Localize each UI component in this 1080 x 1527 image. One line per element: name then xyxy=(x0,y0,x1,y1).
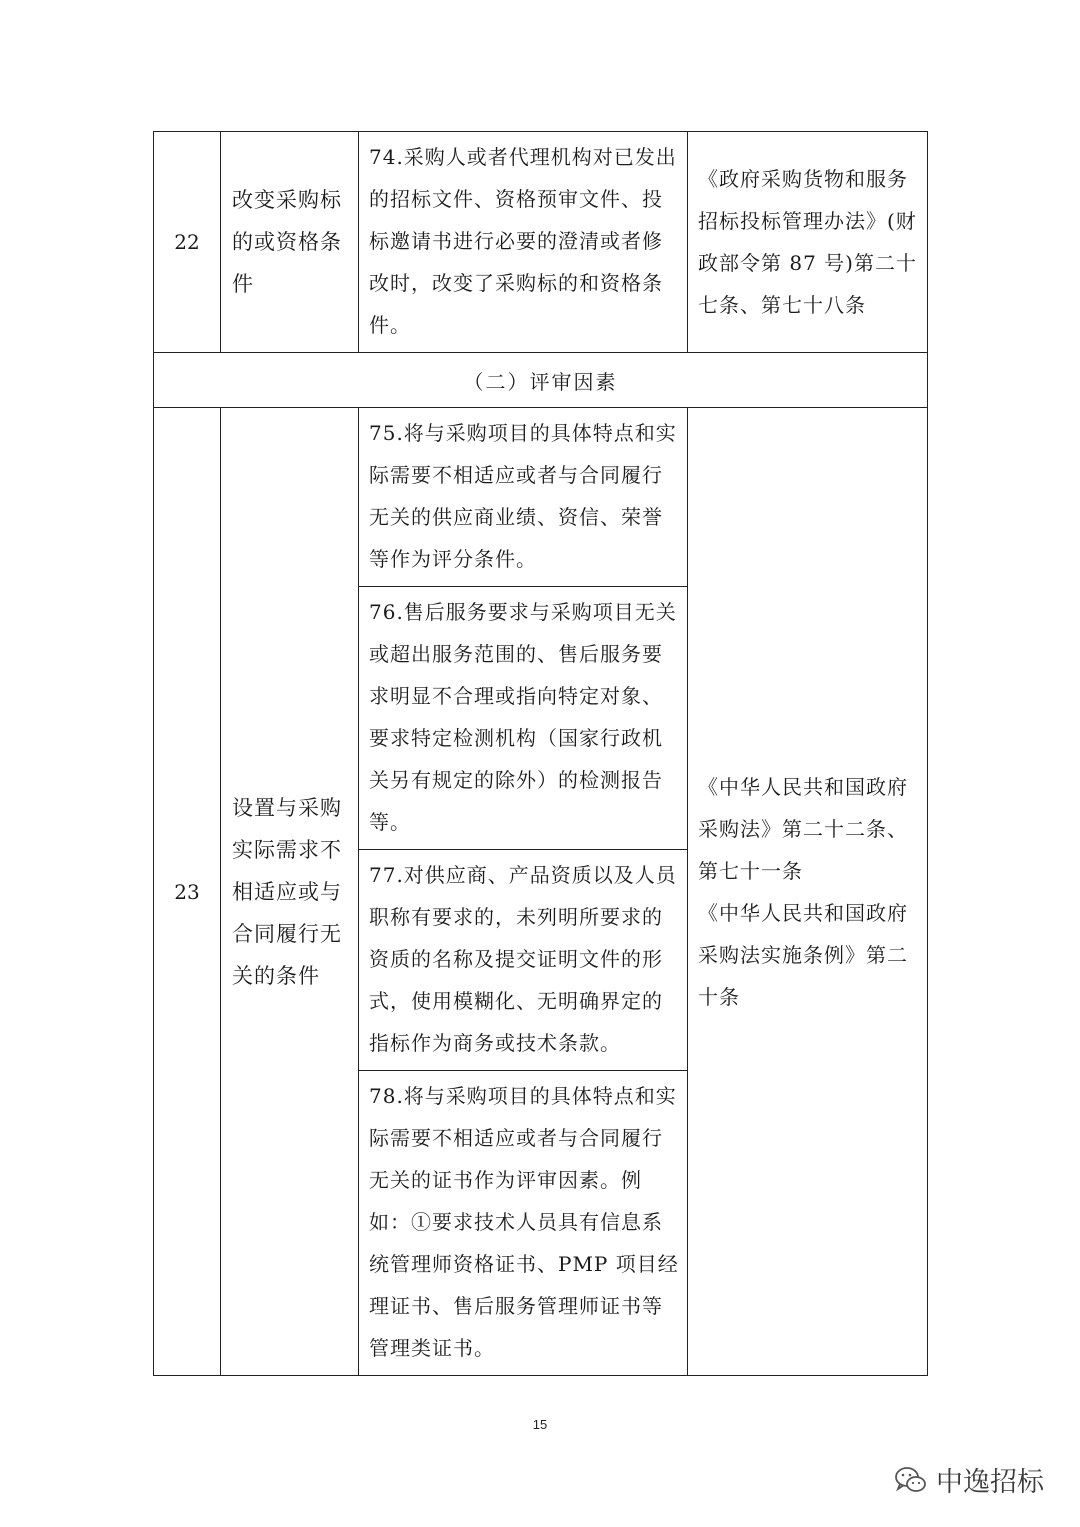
wechat-icon xyxy=(894,1465,928,1495)
table-row xyxy=(154,132,928,353)
legal-basis-cell: 《政府采购货物和服务招标投标管理办法》(财政部令第 87 号)第二十七条、第七十八条 xyxy=(688,132,928,353)
watermark xyxy=(894,1460,1044,1499)
category-cell: 设置与采购实际需求不相适应或与合同履行无关的条件 xyxy=(221,408,359,1376)
page-number: 15 xyxy=(532,1417,548,1432)
item-cell: 74.采购人或者代理机构对已发出的招标文件、资格预审文件、投标邀请书进行必要的澄清或者修改时，改变了采购标的和资格条件。 xyxy=(359,132,688,353)
section-row xyxy=(154,353,928,408)
row-number: 23 xyxy=(154,408,221,1376)
item-cell: 78.将与采购项目的具体特点和实际需要不相适应或者与合同履行无关的证书作为评审因素。例如：①要求技术人员具有信息系统管理师资格证书、PMP 项目经理证书、售后服务管理师证书等管理类证书。 xyxy=(359,1071,688,1376)
legal-basis-cell xyxy=(688,408,928,1376)
section-title: （二）评审因素 xyxy=(154,353,928,408)
item-cell: 75.将与采购项目的具体特点和实际需要不相适应或者与合同履行无关的供应商业绩、资信、荣誉等作为评分条件。 xyxy=(359,408,688,587)
item-cell: 77.对供应商、产品资质以及人员职称有要求的，未列明所要求的资质的名称及提交证明文件的形式，使用模糊化、无明确界定的指标作为商务或技术条款。 xyxy=(359,850,688,1071)
category-cell: 改变采购标的或资格条件 xyxy=(221,132,359,353)
watermark-text: 中逸招标 xyxy=(936,1467,1044,1498)
row-number: 22 xyxy=(154,132,221,353)
regulation-table xyxy=(153,131,928,1376)
table-row xyxy=(154,408,928,587)
legal-basis-2: 《中华人民共和国政府采购法实施条例》第二十条 xyxy=(698,900,908,1009)
item-cell: 76.售后服务要求与采购项目无关或超出服务范围的、售后服务要求明显不合理或指向特定对象、要求特定检测机构（国家行政机关另有规定的除外）的检测报告等。 xyxy=(359,587,688,850)
legal-basis-1: 《中华人民共和国政府采购法》第二十二条、第七十一条 xyxy=(698,774,908,883)
